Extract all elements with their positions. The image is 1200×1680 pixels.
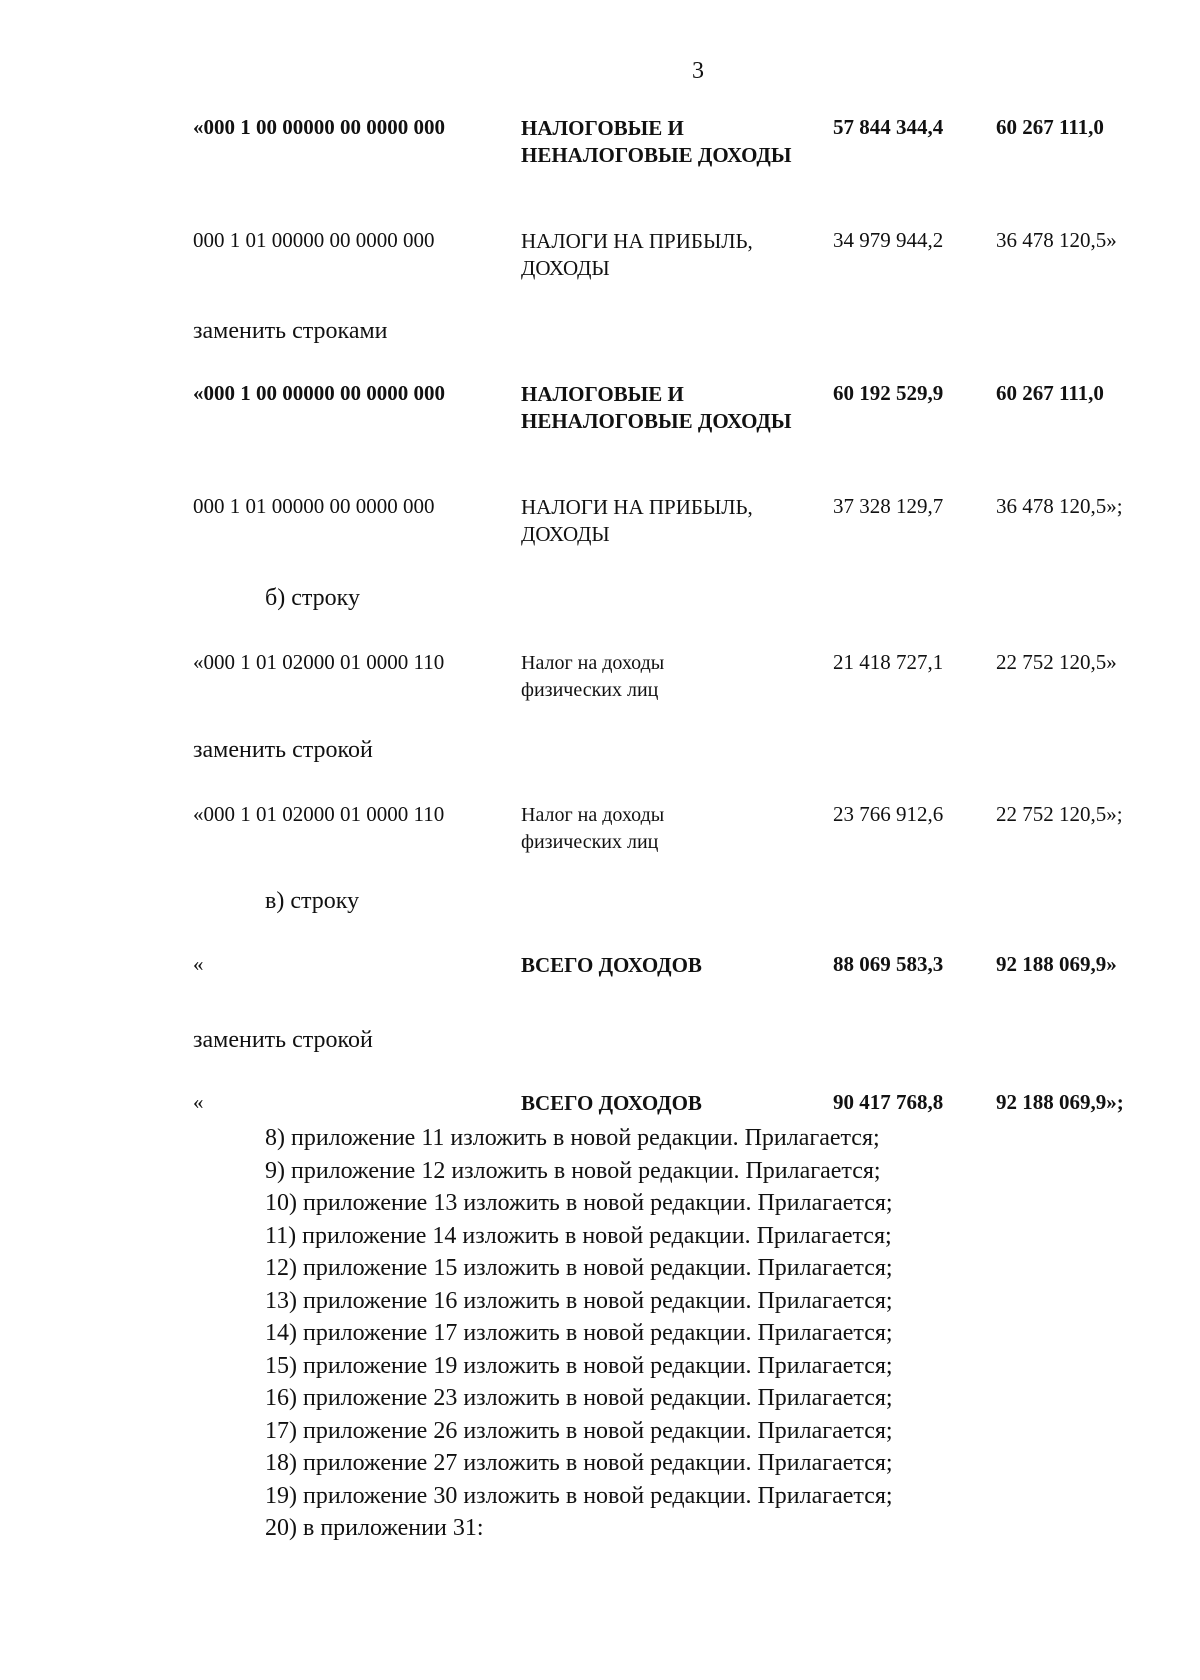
budget-code: «000 1 01 02000 01 0000 110 [193, 802, 445, 826]
list-item: 14) приложение 17 изложить в новой редакции. Прилагается; [265, 1320, 893, 1346]
income-name: Налог на доходы физических лиц [521, 652, 665, 701]
list-item: 12) приложение 15 изложить в новой редакции. Прилагается; [265, 1255, 893, 1281]
page-number: 3 [692, 58, 704, 84]
amount-second-year: 60 267 111,0 [996, 115, 1104, 139]
amount-first-year: 57 844 344,4 [833, 115, 944, 139]
list-item: 18) приложение 27 изложить в новой редакции. Прилагается; [265, 1450, 893, 1476]
budget-code: 000 1 01 00000 00 0000 000 [193, 228, 435, 252]
amount-second-year: 92 188 069,9»; [996, 1090, 1124, 1114]
budget-code: « [193, 1090, 204, 1114]
instruction-text: б) строку [265, 585, 360, 611]
list-item: 19) приложение 30 изложить в новой редакции. Прилагается; [265, 1482, 893, 1509]
amount-first-year: 60 192 529,9 [833, 381, 944, 405]
amount-first-year: 88 069 583,3 [833, 952, 944, 976]
income-name: ВСЕГО ДОХОДОВ [521, 1091, 702, 1115]
amount-first-year: 90 417 768,8 [833, 1090, 944, 1114]
amount-second-year: 36 478 120,5»; [996, 494, 1123, 518]
amendment-list [265, 1122, 893, 1545]
list-item: 8) приложение 11 изложить в новой редакции. Прилагается; [265, 1125, 880, 1151]
list-item: 16) приложение 23 изложить в новой редакции. Прилагается; [265, 1385, 893, 1411]
instruction-text: в) строку [265, 888, 360, 914]
amount-second-year: 36 478 120,5» [996, 228, 1117, 252]
amount-second-year: 22 752 120,5» [996, 650, 1117, 674]
income-name: НАЛОГИ НА ПРИБЫЛЬ, ДОХОДЫ [521, 229, 753, 280]
budget-code: « [193, 952, 204, 976]
list-item: 17) приложение 26 изложить в новой редакции. Прилагается; [265, 1417, 893, 1444]
list-item: 9) приложение 12 изложить в новой редакции. Прилагается; [265, 1157, 881, 1184]
amount-first-year: 34 979 944,2 [833, 228, 944, 252]
list-item: 10) приложение 13 изложить в новой редакции. Прилагается; [265, 1190, 893, 1216]
amount-first-year: 23 766 912,6 [833, 802, 944, 826]
amount-second-year: 60 267 111,0 [996, 381, 1104, 405]
list-item: 15) приложение 19 изложить в новой редакции. Прилагается; [265, 1352, 893, 1379]
budget-code: «000 1 00 00000 00 0000 000 [193, 115, 445, 139]
instruction-text: заменить строками [193, 318, 388, 344]
amount-first-year: 21 418 727,1 [833, 650, 944, 674]
income-name: Налог на доходы физических лиц [521, 804, 665, 853]
income-name: ВСЕГО ДОХОДОВ [521, 953, 702, 977]
amount-second-year: 92 188 069,9» [996, 952, 1117, 976]
amount-second-year: 22 752 120,5»; [996, 802, 1123, 826]
instruction-text: заменить строкой [193, 737, 373, 763]
list-item: 11) приложение 14 изложить в новой редакции. Прилагается; [265, 1222, 892, 1249]
instruction-text: заменить строкой [193, 1027, 373, 1053]
income-name: НАЛОГИ НА ПРИБЫЛЬ, ДОХОДЫ [521, 495, 753, 546]
budget-code: «000 1 01 02000 01 0000 110 [193, 650, 445, 674]
budget-code: 000 1 01 00000 00 0000 000 [193, 494, 435, 518]
list-item: 20) в приложении 31: [265, 1515, 484, 1541]
income-name: НАЛОГОВЫЕ И НЕНАЛОГОВЫЕ ДОХОДЫ [521, 116, 792, 167]
list-item: 13) приложение 16 изложить в новой редакции. Прилагается; [265, 1287, 893, 1314]
amount-first-year: 37 328 129,7 [833, 494, 944, 518]
income-name: НАЛОГОВЫЕ И НЕНАЛОГОВЫЕ ДОХОДЫ [521, 382, 792, 433]
budget-code: «000 1 00 00000 00 0000 000 [193, 381, 445, 405]
